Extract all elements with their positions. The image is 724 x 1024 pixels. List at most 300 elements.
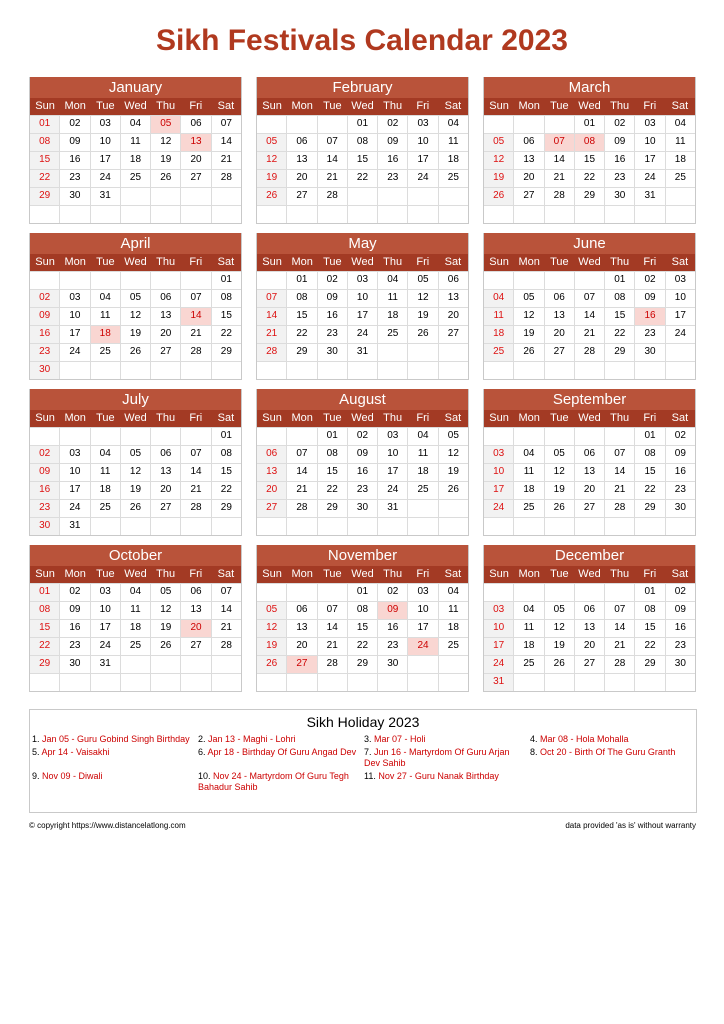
weekday-label: Sun (35, 412, 55, 424)
day-cell: 04 (90, 290, 120, 307)
day-cell: 08 (30, 134, 59, 151)
holiday-day-cell: 18 (90, 326, 120, 343)
weekday-label: Sat (217, 568, 235, 580)
weekday-label: Sun (489, 256, 509, 268)
holiday-number: 10. (198, 771, 214, 781)
weekday-label: Sun (262, 256, 282, 268)
day-cell: 28 (317, 656, 347, 673)
day-cell: 07 (574, 290, 604, 307)
empty-cell (257, 518, 286, 535)
day-cell: 06 (574, 602, 604, 619)
weekday-label: Tue (323, 100, 342, 112)
empty-cell (604, 362, 634, 379)
day-cell: 27 (438, 326, 468, 343)
day-cell: 10 (407, 134, 437, 151)
day-cell: 25 (513, 656, 543, 673)
day-cell: 13 (150, 308, 180, 325)
empty-cell (59, 674, 89, 691)
day-cell: 19 (438, 464, 468, 481)
empty-cell (180, 362, 210, 379)
week-row (257, 325, 468, 343)
month-name: December (484, 545, 695, 566)
empty-cell (150, 188, 180, 205)
empty-cell (180, 518, 210, 535)
day-cell: 26 (407, 326, 437, 343)
day-cell: 17 (347, 308, 377, 325)
day-cell: 26 (484, 188, 513, 205)
day-cell: 14 (574, 308, 604, 325)
day-cell: 12 (120, 464, 150, 481)
day-cell: 29 (211, 344, 241, 361)
day-cell: 19 (120, 482, 150, 499)
empty-cell (120, 272, 150, 289)
empty-cell (377, 518, 407, 535)
week-row (30, 463, 241, 481)
day-cell: 05 (407, 272, 437, 289)
empty-cell (513, 116, 543, 133)
empty-cell (574, 206, 604, 223)
empty-cell (604, 584, 634, 601)
holiday-item (32, 771, 198, 793)
weekday-label: Sat (217, 256, 235, 268)
day-cell: 02 (665, 584, 695, 601)
day-cell: 29 (286, 344, 316, 361)
day-cell: 05 (513, 290, 543, 307)
weekday-label: Wed (351, 412, 374, 424)
day-cell: 25 (407, 482, 437, 499)
empty-cell (211, 656, 241, 673)
weekday-label: Wed (578, 256, 601, 268)
holiday-item (198, 734, 364, 745)
day-cell: 12 (544, 464, 574, 481)
day-cell: 06 (150, 446, 180, 463)
empty-cell (347, 518, 377, 535)
holiday-text: Nov 24 - Martyrdom Of Guru Tegh Bahadur Sahib (198, 771, 349, 792)
empty-cell (438, 518, 468, 535)
week-row (30, 115, 241, 133)
day-cell: 23 (30, 500, 59, 517)
day-cell: 21 (604, 638, 634, 655)
day-cell: 27 (574, 500, 604, 517)
day-cell: 31 (484, 674, 513, 691)
day-cell: 28 (211, 170, 241, 187)
holiday-day-cell: 07 (544, 134, 574, 151)
empty-cell (257, 116, 286, 133)
week-row (257, 583, 468, 601)
weekday-header (257, 254, 468, 271)
day-cell: 05 (438, 428, 468, 445)
day-cell: 23 (665, 482, 695, 499)
day-cell: 01 (286, 272, 316, 289)
day-cell: 21 (317, 638, 347, 655)
weekday-label: Thu (610, 412, 630, 424)
week-row (30, 187, 241, 205)
month-october (29, 545, 242, 692)
day-cell: 07 (211, 584, 241, 601)
empty-cell (120, 518, 150, 535)
day-cell: 08 (347, 602, 377, 619)
day-cell: 17 (59, 326, 89, 343)
empty-cell (544, 272, 574, 289)
day-cell: 23 (665, 638, 695, 655)
day-cell: 14 (544, 152, 574, 169)
holiday-item (32, 734, 198, 745)
day-cell: 18 (513, 638, 543, 655)
day-cell: 15 (604, 308, 634, 325)
week-row (484, 517, 695, 535)
empty-cell (438, 188, 468, 205)
day-cell: 07 (604, 602, 634, 619)
week-row (484, 445, 695, 463)
week-row (257, 463, 468, 481)
day-cell: 05 (150, 584, 180, 601)
weekday-label: Sat (444, 256, 462, 268)
week-row (30, 427, 241, 445)
week-row (484, 637, 695, 655)
day-cell: 25 (438, 638, 468, 655)
day-cell: 20 (574, 482, 604, 499)
empty-cell (150, 656, 180, 673)
day-cell: 19 (513, 326, 543, 343)
day-cell: 01 (634, 428, 664, 445)
week-row (257, 187, 468, 205)
day-cell: 07 (317, 134, 347, 151)
day-cell: 30 (604, 188, 634, 205)
day-cell: 01 (30, 116, 59, 133)
empty-cell (317, 116, 347, 133)
day-cell: 31 (90, 656, 120, 673)
day-cell: 09 (30, 464, 59, 481)
day-cell: 12 (544, 620, 574, 637)
day-cell: 18 (665, 152, 695, 169)
day-cell: 30 (30, 518, 59, 535)
day-cell: 07 (604, 446, 634, 463)
week-row (484, 271, 695, 289)
empty-cell (59, 272, 89, 289)
week-row (484, 325, 695, 343)
empty-cell (150, 362, 180, 379)
weekday-label: Wed (578, 412, 601, 424)
month-name: October (30, 545, 241, 566)
day-cell: 16 (30, 326, 59, 343)
weekday-label: Fri (189, 568, 203, 580)
weekday-label: Sat (671, 256, 689, 268)
empty-cell (574, 674, 604, 691)
day-cell: 14 (257, 308, 286, 325)
day-cell: 07 (180, 290, 210, 307)
weekday-label: Sun (262, 568, 282, 580)
day-cell: 18 (438, 152, 468, 169)
empty-cell (513, 518, 543, 535)
empty-cell (407, 344, 437, 361)
empty-cell (211, 518, 241, 535)
week-row (30, 673, 241, 691)
day-cell: 11 (513, 464, 543, 481)
week-row (257, 343, 468, 361)
holiday-day-cell: 13 (180, 134, 210, 151)
day-cell: 10 (407, 602, 437, 619)
day-cell: 02 (634, 272, 664, 289)
empty-cell (574, 518, 604, 535)
day-cell: 21 (211, 620, 241, 637)
day-cell: 04 (120, 584, 150, 601)
day-cell: 04 (377, 272, 407, 289)
weekday-label: Sun (35, 100, 55, 112)
empty-cell (604, 674, 634, 691)
day-cell: 13 (438, 290, 468, 307)
weekday-label: Sun (489, 568, 509, 580)
day-cell: 03 (407, 116, 437, 133)
day-cell: 09 (604, 134, 634, 151)
weekday-label: Mon (64, 568, 86, 580)
day-cell: 23 (377, 638, 407, 655)
day-cell: 10 (90, 134, 120, 151)
week-row (257, 427, 468, 445)
empty-cell (180, 656, 210, 673)
holiday-text: Nov 27 - Guru Nanak Birthday (378, 771, 499, 781)
day-cell: 18 (484, 326, 513, 343)
empty-cell (438, 362, 468, 379)
empty-cell (484, 428, 513, 445)
weekday-header (30, 410, 241, 427)
weekday-header (484, 98, 695, 115)
day-cell: 10 (59, 308, 89, 325)
empty-cell (513, 206, 543, 223)
day-cell: 08 (634, 446, 664, 463)
weekday-label: Fri (416, 568, 430, 580)
empty-cell (180, 428, 210, 445)
day-cell: 26 (438, 482, 468, 499)
day-cell: 01 (604, 272, 634, 289)
week-row (30, 445, 241, 463)
day-cell: 12 (484, 152, 513, 169)
week-row (257, 361, 468, 379)
month-july (29, 389, 242, 536)
day-cell: 14 (604, 464, 634, 481)
weekday-header (30, 98, 241, 115)
day-cell: 04 (513, 602, 543, 619)
day-cell: 30 (317, 344, 347, 361)
day-cell: 26 (544, 656, 574, 673)
day-cell: 07 (211, 116, 241, 133)
week-row (30, 637, 241, 655)
weekday-label: Sun (35, 568, 55, 580)
empty-cell (257, 428, 286, 445)
holiday-text: Apr 14 - Vaisakhi (41, 747, 110, 757)
empty-cell (407, 188, 437, 205)
day-cell: 22 (30, 170, 59, 187)
weekday-label: Mon (291, 412, 313, 424)
day-cell: 29 (317, 500, 347, 517)
day-cell: 12 (513, 308, 543, 325)
holiday-number: 7. (364, 747, 375, 757)
day-cell: 29 (634, 656, 664, 673)
weekday-label: Fri (643, 412, 657, 424)
weekday-header (484, 566, 695, 583)
weekday-label: Wed (124, 100, 147, 112)
holiday-day-cell: 14 (180, 308, 210, 325)
empty-cell (665, 362, 695, 379)
day-cell: 10 (347, 290, 377, 307)
empty-cell (438, 674, 468, 691)
day-cell: 06 (180, 116, 210, 133)
week-row (30, 205, 241, 223)
week-row (257, 151, 468, 169)
empty-cell (544, 674, 574, 691)
day-cell: 06 (180, 584, 210, 601)
day-cell: 16 (30, 482, 59, 499)
empty-cell (257, 674, 286, 691)
holiday-item (198, 771, 364, 793)
holiday-item (364, 771, 530, 793)
empty-cell (438, 206, 468, 223)
holiday-number: 5. (32, 747, 42, 757)
day-cell: 25 (90, 500, 120, 517)
weekday-label: Fri (189, 100, 203, 112)
empty-cell (30, 272, 59, 289)
day-cell: 02 (377, 584, 407, 601)
day-cell: 17 (665, 308, 695, 325)
day-cell: 20 (513, 170, 543, 187)
month-february (256, 77, 469, 224)
day-cell: 12 (438, 446, 468, 463)
day-cell: 30 (634, 344, 664, 361)
day-cell: 24 (407, 170, 437, 187)
day-cell: 20 (150, 326, 180, 343)
weekday-label: Mon (291, 100, 313, 112)
day-cell: 04 (90, 446, 120, 463)
holiday-text: Nov 09 - Diwali (42, 771, 103, 781)
empty-cell (484, 584, 513, 601)
day-cell: 31 (377, 500, 407, 517)
day-cell: 10 (484, 620, 513, 637)
day-cell: 09 (59, 602, 89, 619)
week-row (257, 271, 468, 289)
week-row (484, 169, 695, 187)
week-row (257, 517, 468, 535)
weekday-label: Fri (643, 568, 657, 580)
week-row (257, 115, 468, 133)
day-cell: 27 (574, 656, 604, 673)
weekday-header (484, 254, 695, 271)
day-cell: 14 (211, 602, 241, 619)
day-cell: 16 (665, 620, 695, 637)
week-row (257, 133, 468, 151)
day-cell: 20 (544, 326, 574, 343)
week-row (257, 445, 468, 463)
day-cell: 21 (604, 482, 634, 499)
empty-cell (90, 206, 120, 223)
day-cell: 22 (211, 326, 241, 343)
weekday-label: Tue (323, 256, 342, 268)
day-cell: 10 (665, 290, 695, 307)
day-cell: 30 (665, 500, 695, 517)
day-cell: 03 (90, 116, 120, 133)
day-cell: 27 (180, 638, 210, 655)
empty-cell (180, 188, 210, 205)
week-row (30, 517, 241, 535)
day-cell: 11 (484, 308, 513, 325)
holiday-day-cell: 20 (180, 620, 210, 637)
day-cell: 25 (438, 170, 468, 187)
day-cell: 12 (257, 620, 286, 637)
empty-cell (347, 188, 377, 205)
day-cell: 16 (59, 152, 89, 169)
empty-cell (30, 206, 59, 223)
day-cell: 23 (634, 326, 664, 343)
empty-cell (150, 428, 180, 445)
day-cell: 14 (317, 152, 347, 169)
empty-cell (513, 272, 543, 289)
day-cell: 31 (634, 188, 664, 205)
weekday-label: Mon (291, 256, 313, 268)
week-row (30, 481, 241, 499)
day-cell: 13 (257, 464, 286, 481)
week-row (484, 205, 695, 223)
month-name: March (484, 77, 695, 98)
day-cell: 08 (634, 602, 664, 619)
day-cell: 13 (544, 308, 574, 325)
day-cell: 03 (634, 116, 664, 133)
day-cell: 24 (59, 500, 89, 517)
empty-cell (484, 518, 513, 535)
empty-cell (484, 206, 513, 223)
empty-cell (484, 116, 513, 133)
day-cell: 03 (59, 446, 89, 463)
empty-cell (286, 584, 316, 601)
weekday-label: Wed (351, 568, 374, 580)
day-cell: 04 (407, 428, 437, 445)
empty-cell (286, 428, 316, 445)
day-cell: 02 (604, 116, 634, 133)
weekday-label: Mon (518, 412, 540, 424)
weekday-label: Thu (383, 100, 403, 112)
day-cell: 30 (30, 362, 59, 379)
week-row (257, 169, 468, 187)
day-cell: 27 (257, 500, 286, 517)
day-cell: 28 (544, 188, 574, 205)
month-name: January (30, 77, 241, 98)
day-cell: 06 (257, 446, 286, 463)
empty-cell (286, 674, 316, 691)
weekday-header (257, 410, 468, 427)
holiday-number: 11. (364, 771, 379, 781)
day-cell: 09 (634, 290, 664, 307)
day-cell: 22 (604, 326, 634, 343)
empty-cell (286, 116, 316, 133)
day-cell: 30 (59, 188, 89, 205)
day-cell: 17 (407, 620, 437, 637)
empty-cell (180, 674, 210, 691)
holiday-item (32, 747, 198, 769)
page-title: Sikh Festivals Calendar 2023 (156, 24, 568, 57)
day-cell: 28 (180, 344, 210, 361)
holiday-number: 3. (364, 734, 375, 744)
day-cell: 21 (180, 326, 210, 343)
day-cell: 14 (286, 464, 316, 481)
day-cell: 25 (120, 170, 150, 187)
day-cell: 05 (257, 602, 286, 619)
day-cell: 21 (257, 326, 286, 343)
day-cell: 12 (150, 134, 180, 151)
week-row (257, 619, 468, 637)
day-cell: 27 (150, 344, 180, 361)
empty-cell (90, 674, 120, 691)
day-cell: 13 (286, 620, 316, 637)
week-row (484, 187, 695, 205)
day-cell: 29 (30, 656, 59, 673)
empty-cell (59, 428, 89, 445)
